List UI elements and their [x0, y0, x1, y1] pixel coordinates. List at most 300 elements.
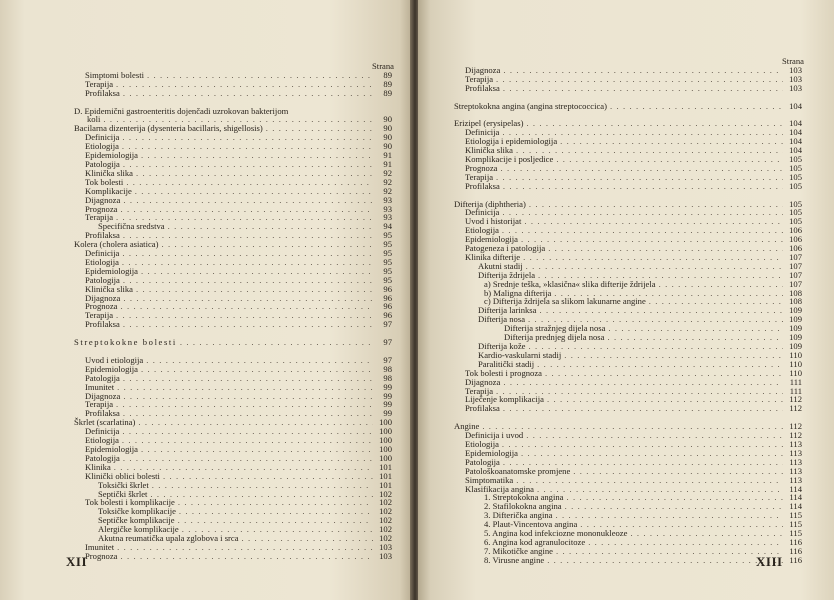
dot-leader [152, 481, 373, 490]
toc-entry-title: Difterija (diphtheria) [454, 198, 526, 209]
toc-entry-page: 92 [383, 167, 392, 178]
toc-entry-page: 107 [789, 269, 802, 280]
toc-entry-title: Definicija [85, 426, 120, 437]
dot-leader [500, 164, 783, 173]
toc-entry-page: 116 [789, 554, 802, 565]
toc-entry-title: Epidemiologija [465, 447, 518, 458]
column-heading: Strana [782, 56, 804, 66]
toc-entry-page: 90 [383, 132, 392, 143]
toc-entry [74, 151, 392, 160]
toc-entry-title: Terapija [465, 385, 494, 396]
dot-leader [565, 502, 783, 511]
dot-leader [123, 392, 373, 401]
dot-leader [659, 280, 783, 289]
dot-leader [503, 404, 783, 413]
dot-leader [161, 240, 373, 249]
toc-entry [74, 205, 392, 214]
dot-leader [242, 534, 373, 543]
dot-leader [122, 133, 373, 142]
toc-entry-page: 100 [379, 452, 392, 463]
toc-entry-page: 102 [379, 524, 392, 535]
toc-entry-page: 97 [383, 319, 392, 330]
toc-entry-title: koli [87, 114, 101, 125]
column-heading: Strana [372, 61, 394, 71]
toc-entry-title: Tok bolesti i prognoza [465, 367, 542, 378]
toc-entry-page: 104 [789, 145, 802, 156]
dot-leader [539, 306, 783, 315]
toc-entry [454, 75, 802, 84]
toc-entry-page: 106 [789, 225, 802, 236]
toc-entry-page: 103 [789, 73, 802, 84]
toc-entry-page: 102 [379, 506, 392, 517]
toc-entry-title: Patologija [85, 274, 120, 285]
dot-leader [503, 378, 783, 387]
toc-entry-title: Dijagnoza [85, 390, 121, 401]
toc-entry-title: Patologija [465, 456, 500, 467]
toc-entry [454, 102, 802, 111]
toc-entry-title: Difterija ždrijela [478, 269, 536, 280]
toc-entry-page: 108 [789, 296, 802, 307]
left-page-number: XII [66, 554, 88, 569]
toc-entry-title: Akutna reumatička upala zglobova i srca [98, 533, 239, 544]
toc-entry [454, 57, 802, 66]
toc-entry-title: Difterija nosa [478, 314, 526, 325]
dot-leader [556, 547, 783, 556]
toc-entry-title: Tok bolesti [85, 176, 124, 187]
toc-entry [454, 449, 802, 458]
toc-entry [74, 89, 392, 98]
toc-entry [74, 534, 392, 543]
toc-entry-title: Prognoza [465, 162, 498, 173]
toc-entry-title: 2. Stafilokokna angina [484, 501, 562, 512]
toc-entry-page: 104 [789, 136, 802, 147]
dot-leader [116, 400, 373, 409]
dot-leader [138, 418, 373, 427]
dot-leader [123, 196, 373, 205]
toc-entry [454, 369, 802, 378]
toc-entry-title: Klinička slika [465, 145, 513, 156]
toc-entry-title: Definicija [465, 207, 500, 218]
toc-entry-title: Epidemiologija [85, 150, 138, 161]
toc-entry-page: 109 [789, 305, 802, 316]
toc-entry-title: Prognoza [85, 550, 118, 561]
toc-entry-page: 113 [789, 447, 802, 458]
toc-entry-title: Komplikacije i posljedice [465, 153, 554, 164]
toc-entry-title: Definicija [85, 132, 120, 143]
toc-entry-title: Etiologija [85, 435, 119, 446]
toc-entry-title: Profilaksa [465, 82, 500, 93]
toc-entry-title: Definicija [85, 248, 120, 259]
dot-leader [548, 244, 783, 253]
toc-entry-title: Specifična sredstva [98, 221, 165, 232]
toc-entry-page: 97 [383, 337, 392, 348]
toc-entry-title: a) Srednje teška, »klasična« slika difterije ždrijela [484, 278, 656, 289]
dot-leader [528, 342, 783, 351]
toc-entry-title: Epidemiologija [85, 363, 138, 374]
toc-spacer [454, 413, 802, 422]
toc-entry-title: Klinika difterije [465, 251, 521, 262]
dot-leader [136, 285, 373, 294]
toc-entry-title: Patološkoanatomske promjene [465, 465, 571, 476]
toc-entry-title: 8. Virusne angine [484, 554, 545, 565]
right-page [418, 0, 834, 600]
toc-entry [74, 249, 392, 258]
toc-entry-title: Bacilarna dizenterija (dysenteria bacillaris, shigellosis) [74, 123, 263, 134]
toc-entry-page: 91 [383, 150, 392, 161]
toc-entry-page: 103 [379, 550, 392, 561]
toc-entry-title: Etiologija [465, 438, 499, 449]
toc-entry-page: 109 [789, 341, 802, 351]
toc-entry-page: 95 [383, 239, 392, 250]
toc-entry-page: 100 [379, 417, 392, 428]
toc-entry-page: 110 [789, 349, 802, 360]
dot-leader [122, 258, 373, 267]
toc-entry-title: Profilaksa [85, 319, 120, 330]
toc-entry-page: 93 [383, 212, 392, 223]
toc-entry-page: 102 [379, 488, 392, 499]
toc-entry [74, 383, 392, 392]
toc-entry-page: 105 [789, 207, 802, 218]
toc-entry-title: Klinički oblici bolesti [85, 470, 160, 481]
toc-entry [74, 294, 392, 303]
dot-leader [529, 200, 783, 209]
toc-entry [74, 187, 392, 196]
toc-entry-page: 104 [789, 118, 802, 129]
toc-entry-title: Klinička slika [85, 283, 133, 294]
toc-entry-page: 99 [383, 408, 392, 419]
toc-entry-title: Terapija [85, 78, 114, 89]
toc-entry-title: Imunitet [85, 381, 115, 392]
dot-leader [123, 294, 373, 303]
dot-leader [141, 267, 373, 276]
toc-entry-page: 99 [383, 390, 392, 401]
toc-entry-title: Imunitet [85, 541, 115, 552]
dot-leader [123, 409, 373, 418]
toc-entry-title: Streptokokne bolesti [74, 337, 177, 348]
toc-entry-title: Klinika [85, 461, 111, 472]
dot-leader [564, 351, 783, 360]
toc-entry [454, 431, 802, 440]
toc-entry-page: 106 [789, 234, 802, 245]
dot-leader [516, 476, 783, 485]
toc-entry-title: Epidemiologija [85, 265, 138, 276]
toc-entry-title: Akutni stadij [478, 260, 523, 271]
dot-leader [608, 324, 783, 333]
dot-leader [147, 71, 373, 80]
toc-entry-title: Difterija kože [478, 341, 526, 351]
dot-leader [120, 302, 373, 311]
toc-entry [74, 374, 392, 383]
toc-entry-page: 93 [383, 194, 392, 205]
toc-entry-title: 3. Difterička angina [484, 510, 553, 521]
toc-entry-title: Profilaksa [465, 180, 500, 191]
dot-leader [556, 155, 783, 164]
toc-entry-page: 105 [789, 162, 802, 173]
toc-entry [74, 392, 392, 401]
toc-entry-page: 106 [789, 243, 802, 254]
toc-entry-title: Profilaksa [85, 408, 120, 419]
toc-entry-title: Komplikacije [85, 185, 132, 196]
toc-entry [454, 155, 802, 164]
dot-leader [126, 178, 373, 187]
toc-entry-title: Klinička slika [85, 167, 133, 178]
toc-entry-title: Angine [454, 421, 480, 432]
toc-entry-page: 102 [379, 497, 392, 508]
dot-leader [141, 445, 373, 454]
dot-leader [141, 365, 373, 374]
toc-entry-page: 95 [383, 248, 392, 259]
toc-entry [74, 285, 392, 294]
toc-entry-title: Patologija [85, 158, 120, 169]
toc-entry-page: 113 [789, 465, 802, 476]
toc-entry-page: 101 [379, 461, 392, 472]
toc-entry-title: Tok bolesti i komplikacije [85, 497, 175, 508]
toc-entry-page: 105 [789, 198, 802, 209]
toc-entry [454, 84, 802, 93]
toc-entry-page: 99 [383, 399, 392, 410]
toc-entry-page: 89 [383, 69, 392, 80]
dot-leader [537, 360, 783, 369]
toc-entry-title: Patologija [85, 452, 120, 463]
dot-leader [123, 454, 373, 463]
dot-leader [179, 507, 373, 516]
toc-entry-page: 96 [383, 283, 392, 294]
toc-entry-title: Patologija [85, 372, 120, 383]
toc-entry-page: 96 [383, 301, 392, 312]
dot-leader [163, 472, 373, 481]
toc-entry-page: 114 [789, 492, 802, 503]
toc-entry-page: 113 [789, 474, 802, 485]
toc-entry-page: 114 [789, 501, 802, 512]
dot-leader [503, 182, 783, 191]
toc-entry [74, 124, 392, 133]
dot-leader [266, 124, 373, 133]
dot-leader [136, 169, 373, 178]
toc-entry [74, 454, 392, 463]
dot-leader [123, 231, 373, 240]
dot-leader [135, 187, 373, 196]
dot-leader [123, 160, 373, 169]
toc-entry-page: 107 [789, 260, 802, 271]
toc-entry [454, 173, 802, 182]
toc-entry [74, 365, 392, 374]
toc-entry-page: 110 [789, 358, 802, 369]
toc-entry-page: 111 [789, 385, 802, 396]
toc-entry [74, 552, 392, 561]
toc-entry-page: 89 [383, 78, 392, 89]
dot-leader [178, 498, 373, 507]
toc-entry-page: 95 [383, 230, 392, 241]
dot-leader [607, 333, 783, 342]
toc-entry [454, 164, 802, 173]
toc-entry-page: 102 [379, 533, 392, 544]
toc-entry [454, 200, 802, 209]
toc-entry-title: Definicija [465, 127, 500, 138]
toc-entry-title: Dijagnoza [465, 64, 501, 75]
toc-entry-page: 96 [383, 292, 392, 303]
toc-entry [74, 338, 392, 347]
toc-entry-page: 92 [383, 185, 392, 196]
toc-entry-page: 103 [379, 541, 392, 552]
dot-leader [150, 490, 373, 499]
toc-entry [454, 378, 802, 387]
toc-entry [454, 404, 802, 413]
toc-entry-page: 94 [383, 221, 392, 232]
toc-entry-page: 105 [789, 216, 802, 227]
toc-entry-page: 96 [383, 310, 392, 321]
dot-leader [547, 395, 783, 404]
toc-entry [74, 196, 392, 205]
toc-entry-title: Toksički škrlet [98, 479, 149, 490]
toc-entry [74, 240, 392, 249]
toc-entry-page: 116 [789, 545, 802, 556]
toc-entry-page: 101 [379, 470, 392, 481]
toc-entry-page: 115 [789, 519, 802, 530]
toc-entry-title: Erizipel (erysipelas) [454, 118, 524, 129]
dot-leader [526, 119, 783, 128]
dot-leader [537, 485, 783, 494]
dot-leader [123, 89, 373, 98]
dot-leader [178, 516, 373, 525]
left-contents-list [74, 62, 392, 561]
dot-leader [496, 75, 783, 84]
right-page-number: XIII [756, 554, 783, 569]
toc-entry-title: 7. Mikotičke angine [484, 545, 553, 556]
dot-leader [610, 102, 783, 111]
toc-entry-title: Paralitički stadij [478, 358, 535, 369]
dot-leader [122, 436, 373, 445]
toc-entry-page: 109 [789, 323, 802, 334]
toc-entry-page: 90 [383, 114, 392, 125]
toc-entry-page: 102 [379, 515, 392, 526]
toc-entry-title: Kardio-vaskularni stadij [478, 349, 562, 360]
dot-leader [524, 217, 783, 226]
toc-entry-page: 98 [383, 363, 392, 374]
dot-leader [482, 422, 783, 431]
dot-leader [502, 208, 783, 217]
dot-leader [523, 253, 783, 262]
toc-entry [454, 395, 802, 404]
toc-entry-title: Dijagnoza [465, 376, 501, 387]
dot-leader [521, 235, 783, 244]
toc-entry [74, 418, 392, 427]
dot-leader [496, 173, 783, 182]
toc-entry [74, 267, 392, 276]
dot-leader [502, 440, 783, 449]
toc-entry-page: 105 [789, 153, 802, 164]
toc-entry [74, 80, 392, 89]
toc-entry-title: 4. Plaut-Vincentova angina [484, 519, 578, 530]
toc-entry-page: 91 [383, 158, 392, 169]
dot-leader [122, 142, 373, 151]
toc-entry-page: 105 [789, 171, 802, 182]
toc-entry-title: Terapija [85, 310, 114, 321]
toc-entry-title: b) Maligna difterija [484, 287, 552, 298]
toc-entry-page: 100 [379, 426, 392, 437]
left-page [0, 0, 412, 600]
toc-entry-title: Alergičke komplikacije [98, 524, 179, 535]
toc-entry [74, 543, 392, 552]
dot-leader [630, 529, 783, 538]
dot-leader [120, 205, 373, 214]
toc-entry-title: Uvod i historijat [465, 216, 522, 227]
toc-entry-page: 90 [383, 141, 392, 152]
toc-entry-title: Etiologija [85, 141, 119, 152]
toc-entry-title: Difterija larinksa [478, 305, 537, 316]
dot-leader [123, 276, 373, 285]
dot-leader [547, 556, 783, 565]
dot-leader [141, 151, 373, 160]
dot-leader [521, 449, 783, 458]
toc-entry-page: 103 [789, 82, 802, 93]
toc-entry-title: Profilaksa [85, 87, 120, 98]
toc-entry-title: Prognoza [85, 301, 118, 312]
dot-leader [573, 467, 783, 476]
dot-leader [122, 249, 373, 258]
toc-entry-title: Škrlet (scarlatina) [74, 417, 136, 428]
toc-entry-page: 101 [379, 479, 392, 490]
dot-leader [516, 146, 783, 155]
toc-entry-page: 97 [383, 354, 392, 365]
toc-entry [454, 119, 802, 128]
toc-entry [454, 217, 802, 226]
toc-entry-page: 109 [789, 332, 802, 343]
toc-entry-page: 112 [789, 403, 802, 414]
dot-leader [146, 356, 373, 365]
toc-entry-page: 112 [789, 394, 802, 405]
toc-entry-page: 95 [383, 265, 392, 276]
toc-entry-title: Etiologija i epidemiologija [465, 136, 558, 147]
toc-entry [454, 182, 802, 191]
dot-leader [555, 511, 783, 520]
toc-entry-title: Dijagnoza [85, 194, 121, 205]
dot-leader [503, 66, 783, 75]
toc-entry-title: Dijagnoza [85, 292, 121, 303]
dot-leader [180, 338, 373, 347]
toc-entry-page: 104 [789, 127, 802, 138]
toc-entry-title: c) Difterija ždrijela sa slikom lakunarne angine [484, 296, 646, 307]
dot-leader [560, 137, 783, 146]
toc-entry [454, 556, 802, 565]
toc-entry-title: Simptomi bolesti [85, 69, 144, 80]
toc-entry-page: 95 [383, 256, 392, 267]
toc-entry-title: Profilaksa [85, 230, 120, 241]
toc-entry-title: Patogeneza i patologija [465, 243, 546, 254]
dot-leader [120, 552, 373, 561]
toc-entry-page: 103 [789, 64, 802, 75]
toc-entry [74, 400, 392, 409]
toc-entry-title: Etiologija [85, 256, 119, 267]
dot-leader [116, 80, 373, 89]
toc-entry-title: Septičke komplikacije [98, 515, 175, 526]
dot-leader [116, 311, 373, 320]
toc-entry-title: Streptokokna angina (angina streptococcica) [454, 100, 607, 111]
toc-entry-title: Terapija [465, 73, 494, 84]
dot-leader [588, 538, 783, 547]
toc-entry-title: Etiologija [465, 225, 499, 236]
dot-leader [123, 320, 373, 329]
dot-leader [503, 84, 783, 93]
toc-entry [74, 222, 392, 231]
toc-entry-title: Liječenje komplikacija [465, 394, 544, 405]
toc-entry [74, 133, 392, 142]
toc-entry-page: 109 [789, 314, 802, 325]
toc-entry-title: Kolera (cholera asiatica) [74, 239, 159, 250]
toc-entry-title: Terapija [85, 399, 114, 410]
toc-entry-title: Profilaksa [465, 403, 500, 414]
toc-entry-page: 100 [379, 435, 392, 446]
toc-entry-title: Definicija i uvod [465, 430, 524, 441]
